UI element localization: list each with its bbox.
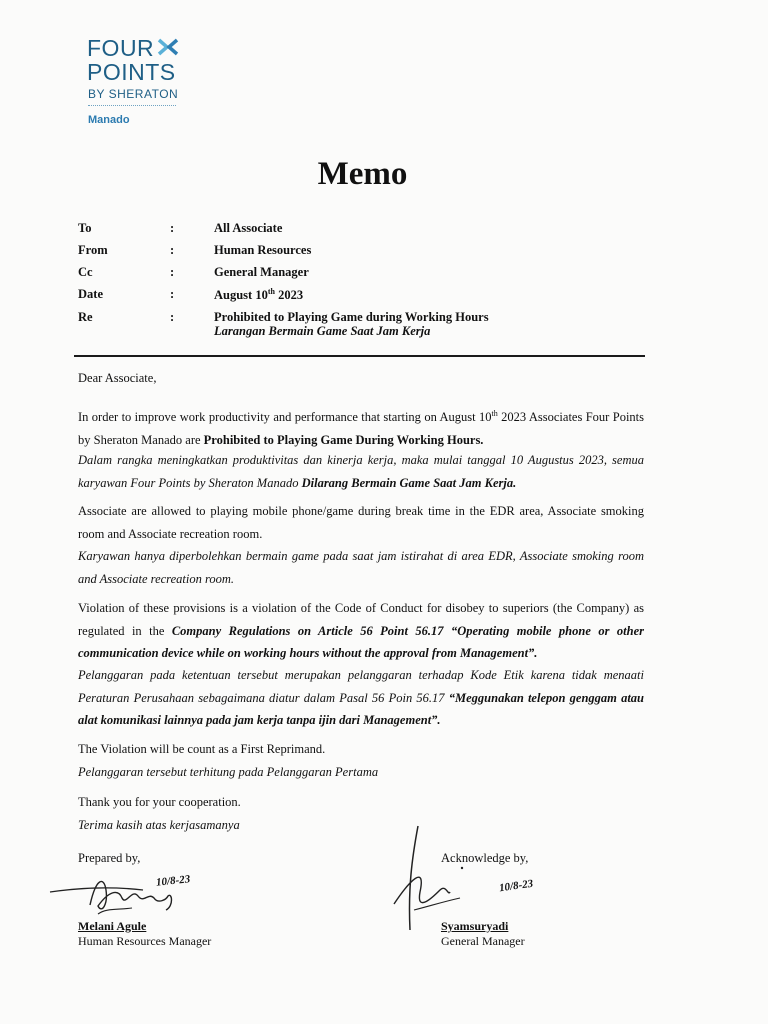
memo-title: Memo [317, 156, 408, 192]
re-value-indonesian: Larangan Bermain Game Saat Jam Kerja [214, 324, 431, 338]
acknowledge-name: Syamsuryadi [441, 919, 509, 933]
re-value: Prohibited to Playing Game during Working Hours [214, 310, 489, 324]
header-divider [74, 355, 645, 357]
prepared-name: Melani Agule [78, 919, 147, 933]
paragraph-1-english: In order to improve work productivity and performance that starting on August 10th 2023 Associates Four Points by Sheraton Manado are Prohibited to Playing Game During Working Hours. [78, 409, 644, 447]
to-value: All Associate [214, 221, 283, 235]
acknowledge-date-handwritten: 10/8-23 [498, 877, 534, 895]
salutation: Dear Associate, [78, 371, 157, 385]
from-value: Human Resources [214, 243, 312, 257]
paragraph-5-english: Thank you for your cooperation. [78, 795, 241, 809]
colon: : [170, 310, 175, 324]
re-label: Re [78, 310, 93, 324]
cc-label: Cc [78, 265, 93, 279]
star-icon [157, 36, 179, 58]
prepared-date-handwritten: 10/8-23 [155, 873, 191, 889]
logo-divider [88, 105, 176, 106]
colon: : [170, 221, 175, 235]
paragraph-1-indonesian: Dalam rangka meningkatkan produktivitas dan kinerja kerja, maka mulai tanggal 10 Augustus 2023, semua karyawan Four Points by Sheraton Manado Dilarang Bermain Game Saat Jam Kerja. [78, 453, 644, 490]
logo-text-four: FOUR [87, 35, 155, 61]
logo-text-sheraton: BY SHERATON [88, 87, 179, 101]
logo-city: Manado [88, 114, 130, 126]
colon: : [170, 243, 175, 257]
from-label: From [78, 243, 108, 257]
paragraph-3-indonesian: Pelanggaran pada ketentuan tersebut merupakan pelanggaran terhadap Kode Etik karena tidak menaati Peraturan Perusahaan sebagaimana diatur dalam Pasal 56 Poin 56.17 “Meggunakan telepon genggam atau alat komunikasi lainnya pada jam kerja tanpa ijin dari Management”. [78, 668, 644, 727]
paragraph-4-english: The Violation will be count as a First Reprimand. [78, 742, 326, 756]
cc-value: General Manager [214, 265, 309, 279]
paragraph-5-indonesian: Terima kasih atas kerjasamanya [78, 818, 240, 832]
acknowledge-by-label: Acknowledge by, [441, 851, 529, 865]
colon: : [170, 287, 175, 301]
prepared-position: Human Resources Manager [78, 934, 212, 948]
prepared-signature [48, 870, 191, 925]
paragraph-2-english: Associate are allowed to playing mobile phone/game during break time in the EDR area, Associate smoking room and Associate recreation room. [78, 504, 644, 541]
date-value: August 10th 2023 [214, 287, 304, 303]
colon: : [170, 265, 175, 279]
prepared-by-label: Prepared by, [78, 851, 141, 865]
date-label: Date [78, 287, 103, 301]
logo-text-points: POINTS [87, 59, 176, 85]
paragraph-4-indonesian: Pelanggaran tersebut terhitung pada Pelanggaran Pertama [78, 765, 379, 779]
paragraph-3-english: Violation of these provisions is a violation of the Code of Conduct for disobey to superiors (the Company) as regulated in the Company Regulations on Article 56 Point 56.17 “Operating mobile phone or other communication device while on working hours without the approval from Management”. [78, 601, 644, 660]
to-label: To [78, 221, 92, 235]
paragraph-2-indonesian: Karyawan hanya diperbolehkan bermain game pada saat jam istirahat di area EDR, Associate smoking room and Associate recreation room. [78, 549, 644, 586]
acknowledge-position: General Manager [441, 934, 525, 948]
